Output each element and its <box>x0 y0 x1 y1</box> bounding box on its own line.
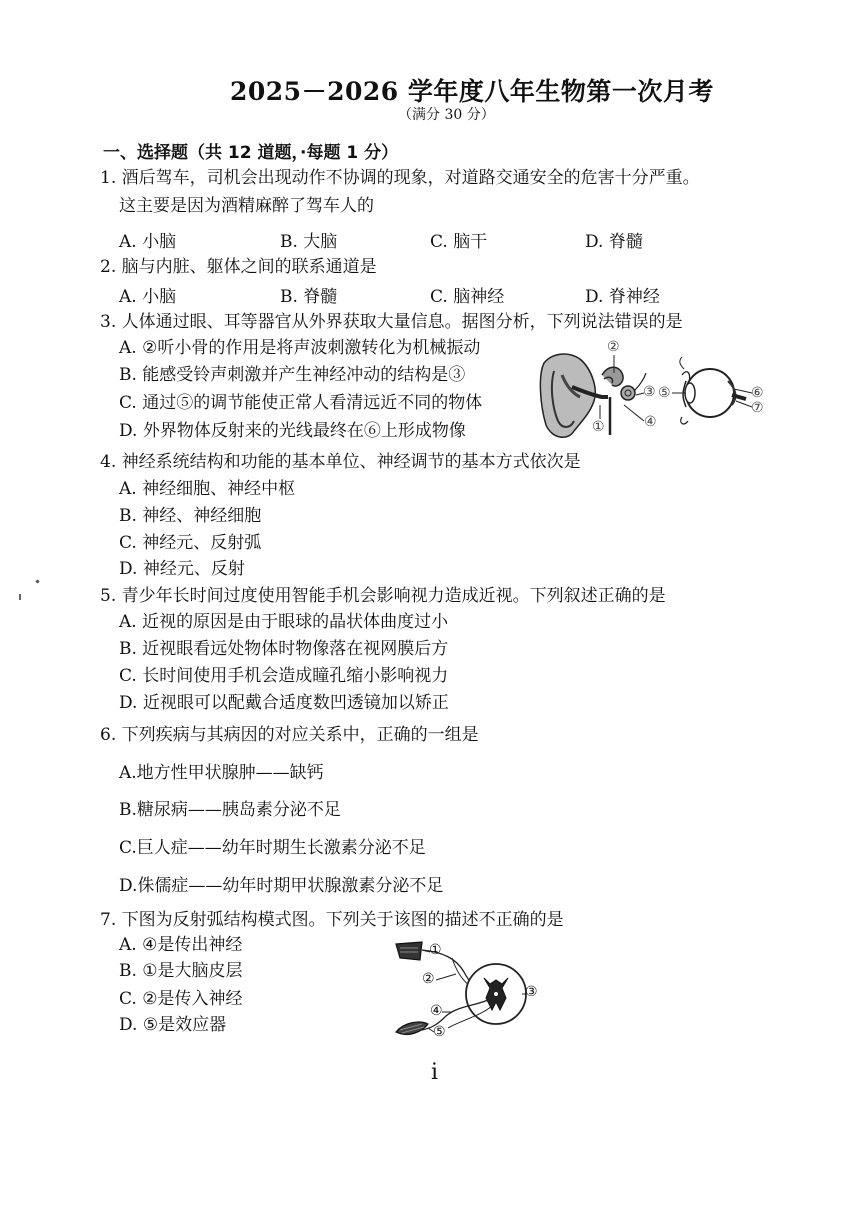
arc-label-3: ③ <box>525 984 538 1000</box>
scan-speck <box>19 594 21 600</box>
q2-option-c: C. 脑神经 <box>430 287 505 307</box>
q7-option-a: A. ④是传出神经 <box>119 935 243 955</box>
q3-option-b: B. 能感受铃声刺激并产生神经冲动的结构是③ <box>119 365 466 385</box>
q3-option-a: A. ②听小骨的作用是将声波刺激转化为机械振动 <box>119 338 481 358</box>
q5-option-d: D. 近视眼可以配戴合适度数凹透镜加以矫正 <box>119 693 449 713</box>
q4-option-b: B. 神经、神经细胞 <box>119 506 262 526</box>
exam-subtitle: （满分 30 分） <box>398 107 495 123</box>
q6-option-a: A.地方性甲状腺肿——缺钙 <box>119 763 324 783</box>
q6-option-b: B.糖尿病——胰岛素分泌不足 <box>119 800 341 820</box>
q5-option-c: C. 长时间使用手机会造成瞳孔缩小影响视力 <box>119 666 449 686</box>
q4-option-a: A. 神经细胞、神经中枢 <box>119 479 296 499</box>
q4-stem: 4. 神经系统结构和功能的基本单位、神经调节的基本方式依次是 <box>100 452 581 472</box>
q7-option-b: B. ①是大脑皮层 <box>119 961 243 981</box>
arc-label-4: ④ <box>430 1003 443 1019</box>
q3-option-c: C. 通过⑤的调节能使正常人看清远近不同的物体 <box>119 393 483 413</box>
q2-option-d: D. 脊神经 <box>585 287 660 307</box>
arc-label-5: ⑤ <box>433 1024 446 1040</box>
ear-eye-figure <box>532 335 772 445</box>
q7-option-d: D. ⑤是效应器 <box>119 1015 227 1035</box>
q1-stem-line2: 这主要是因为酒精麻醉了驾车人的 <box>119 196 374 216</box>
reflex-arc-figure <box>392 936 542 1044</box>
q1-stem-line1: 1. 酒后驾车，司机会出现动作不协调的现象，对道路交通安全的危害十分严重。 <box>100 168 700 188</box>
q7-option-c: C. ②是传入神经 <box>119 989 243 1009</box>
q2-stem: 2. 脑与内脏、躯体之间的联系通道是 <box>100 257 377 277</box>
ear-label-2: ② <box>607 339 620 355</box>
ear-label-1: ① <box>592 419 605 435</box>
eye-label-5: ⑤ <box>658 385 671 401</box>
q2-option-b: B. 脊髓 <box>280 287 338 307</box>
q2-option-a: A. 小脑 <box>119 287 177 307</box>
q6-option-d: D.侏儒症——幼年时期甲状腺激素分泌不足 <box>119 876 444 896</box>
arc-label-1: ① <box>429 942 442 958</box>
ear-label-3: ③ <box>643 384 656 400</box>
eye-label-6: ⑥ <box>751 385 764 401</box>
q5-option-a: A. 近视的原因是由于眼球的晶状体曲度过小 <box>119 612 449 632</box>
q1-option-b: B. 大脑 <box>280 232 338 252</box>
q1-option-d: D. 脊髓 <box>585 232 643 252</box>
q4-option-c: C. 神经元、反射弧 <box>119 533 262 553</box>
q7-stem: 7. 下图为反射弧结构模式图。下列关于该图的描述不正确的是 <box>100 910 564 930</box>
q5-stem: 5. 青少年长时间过度使用智能手机会影响视力造成近视。下列叙述正确的是 <box>100 586 666 606</box>
exam-title: 2025－2026 学年度八年生物第一次月考 <box>230 77 714 106</box>
eye-label-7: ⑦ <box>751 400 764 416</box>
arc-label-2: ② <box>422 971 435 987</box>
q1-option-c: C. 脑干 <box>430 232 488 252</box>
page-number: i <box>431 1060 439 1085</box>
q5-option-b: B. 近视眼看远处物体时物像落在视网膜后方 <box>119 639 449 659</box>
q3-option-d: D. 外界物体反射来的光线最终在⑥上形成物像 <box>119 421 466 441</box>
q4-option-d: D. 神经元、反射 <box>119 559 245 579</box>
q6-stem: 6. 下列疾病与其病因的对应关系中，正确的一组是 <box>100 725 479 745</box>
q6-option-c: C.巨人症——幼年时期生长激素分泌不足 <box>119 838 426 858</box>
section-heading: 一、选择题（共 12 道题，·每题 1 分） <box>103 143 399 163</box>
q1-option-a: A. 小脑 <box>119 232 177 252</box>
scan-speck <box>35 579 39 583</box>
q3-stem: 3. 人体通过眼、耳等器官从外界获取大量信息。据图分析，下列说法错误的是 <box>100 312 683 332</box>
ear-label-4: ④ <box>644 414 657 430</box>
